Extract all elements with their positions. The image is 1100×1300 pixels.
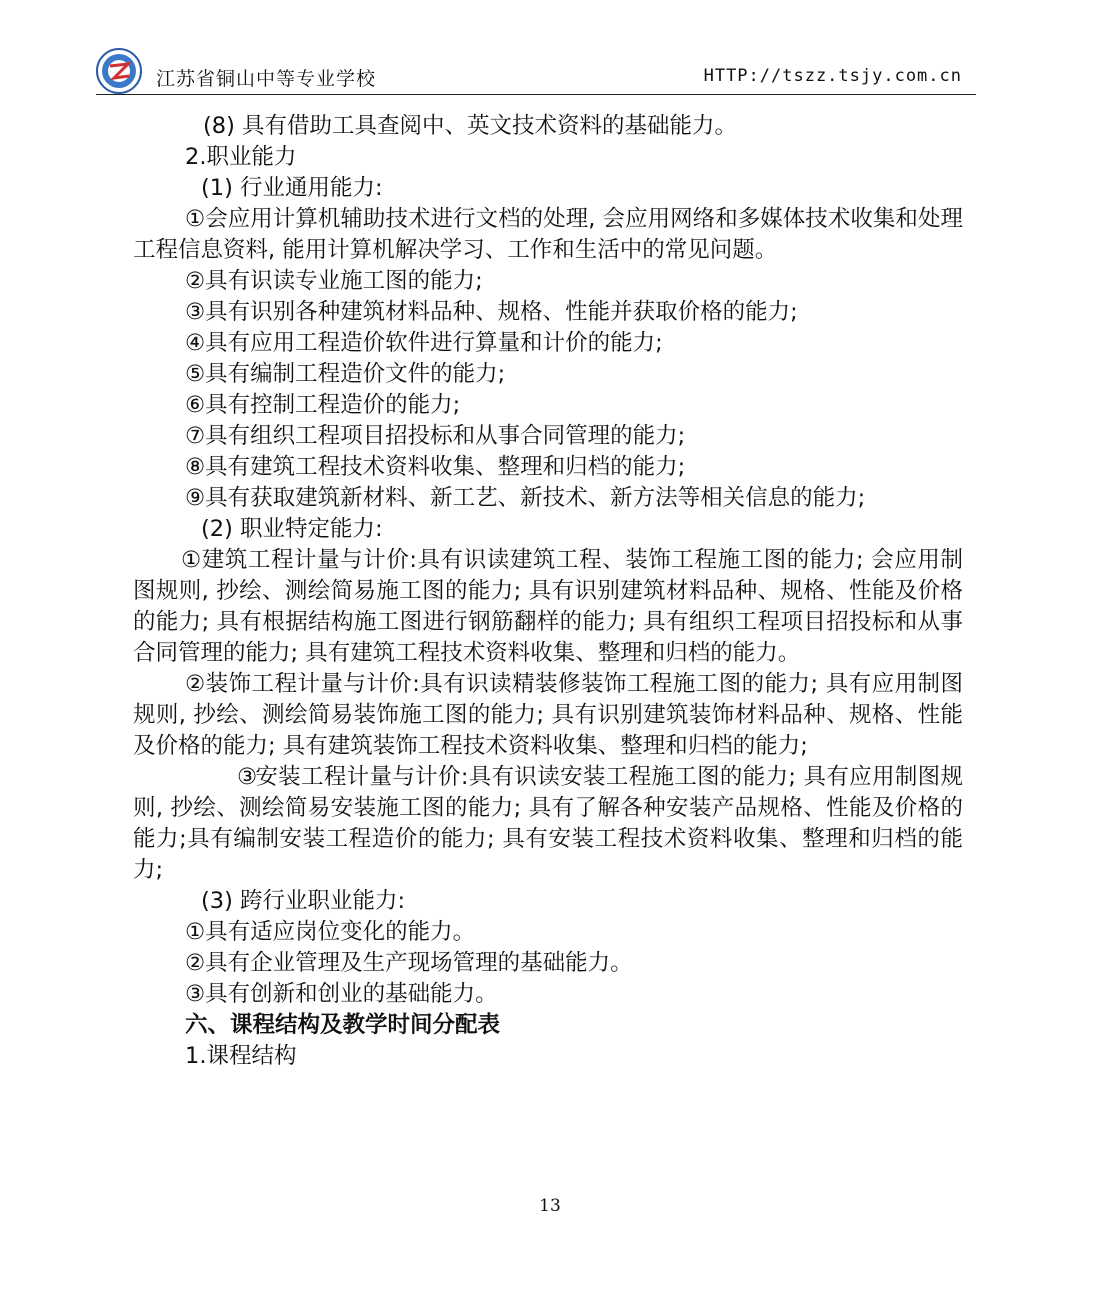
paragraph: (8) 具有借助工具查阅中、英文技术资料的基础能力。 xyxy=(203,113,738,139)
paragraph-text: 安装工程计量与计价:具有识读安装工程施工图的能力; 具有应用制图规则, 抄绘、测绘简易安装施工图的能力; 具有了解各种安装产品规格、性能及价格的能力;具有编制安装工程造价的能力; 具有安装工程技术资料收集、整理和归档的能力; xyxy=(133,764,963,883)
page-header xyxy=(96,60,976,95)
list-item: ④具有应用工程造价软件进行算量和计价的能力; xyxy=(185,330,663,356)
section-heading: 2.职业能力 xyxy=(185,144,297,170)
school-name: 江苏省铜山中等专业学校 xyxy=(156,68,377,90)
list-item: ⑦具有组织工程项目招投标和从事合同管理的能力; xyxy=(185,423,686,449)
paragraph xyxy=(133,762,963,886)
page-number: 13 xyxy=(539,1196,561,1216)
list-item: ⑤具有编制工程造价文件的能力; xyxy=(185,361,506,387)
list-item: ②具有识读专业施工图的能力; xyxy=(185,268,483,294)
school-url: HTTP://tszz.tsjy.com.cn xyxy=(703,66,962,86)
subsection-heading: (3) 跨行业职业能力: xyxy=(201,888,406,914)
list-item: ①具有适应岗位变化的能力。 xyxy=(185,919,476,945)
list-item: ⑧具有建筑工程技术资料收集、整理和归档的能力; xyxy=(185,454,686,480)
paragraph: ①会应用计算机辅助技术进行文档的处理, 会应用网络和多媒体技术收集和处理工程信息资料, 能用计算机解决学习、工作和生活中的常见问题。 xyxy=(133,206,963,263)
list-item: ⑨具有获取建筑新材料、新工艺、新技术、新方法等相关信息的能力; xyxy=(185,485,866,511)
section-heading: 1.课程结构 xyxy=(185,1043,297,1069)
paragraph: ①建筑工程计量与计价:具有识读建筑工程、装饰工程施工图的能力; 会应用制图规则, 抄绘、测绘简易施工图的能力; 具有识别建筑材料品种、规格、性能及价格的能力; 具有根据结构施工图进行钢筋翻样的能力; 具有组织工程项目招投标和从事合同管理的能力; 具有建筑工程技术资料收集、整理和归档的能力。 xyxy=(133,547,963,666)
list-item: ③具有识别各种建筑材料品种、规格、性能并获取价格的能力; xyxy=(185,299,798,325)
school-logo-icon xyxy=(96,48,142,94)
list-item: ②具有企业管理及生产现场管理的基础能力。 xyxy=(185,950,633,976)
document-body xyxy=(133,111,963,1072)
item-number: ③ xyxy=(237,764,258,790)
paragraph: ②装饰工程计量与计价:具有识读精装修装饰工程施工图的能力; 具有应用制图规则, 抄绘、测绘简易装饰施工图的能力; 具有识别建筑装饰材料品种、规格、性能及价格的能力; 具有建筑装饰工程技术资料收集、整理和归档的能力; xyxy=(133,671,963,759)
subsection-heading: (1) 行业通用能力: xyxy=(201,175,383,201)
list-item: ③具有创新和创业的基础能力。 xyxy=(185,981,498,1007)
list-item: ⑥具有控制工程造价的能力; xyxy=(185,392,461,418)
subsection-heading: (2) 职业特定能力: xyxy=(201,516,383,542)
chapter-heading: 六、课程结构及教学时间分配表 xyxy=(185,1012,501,1038)
